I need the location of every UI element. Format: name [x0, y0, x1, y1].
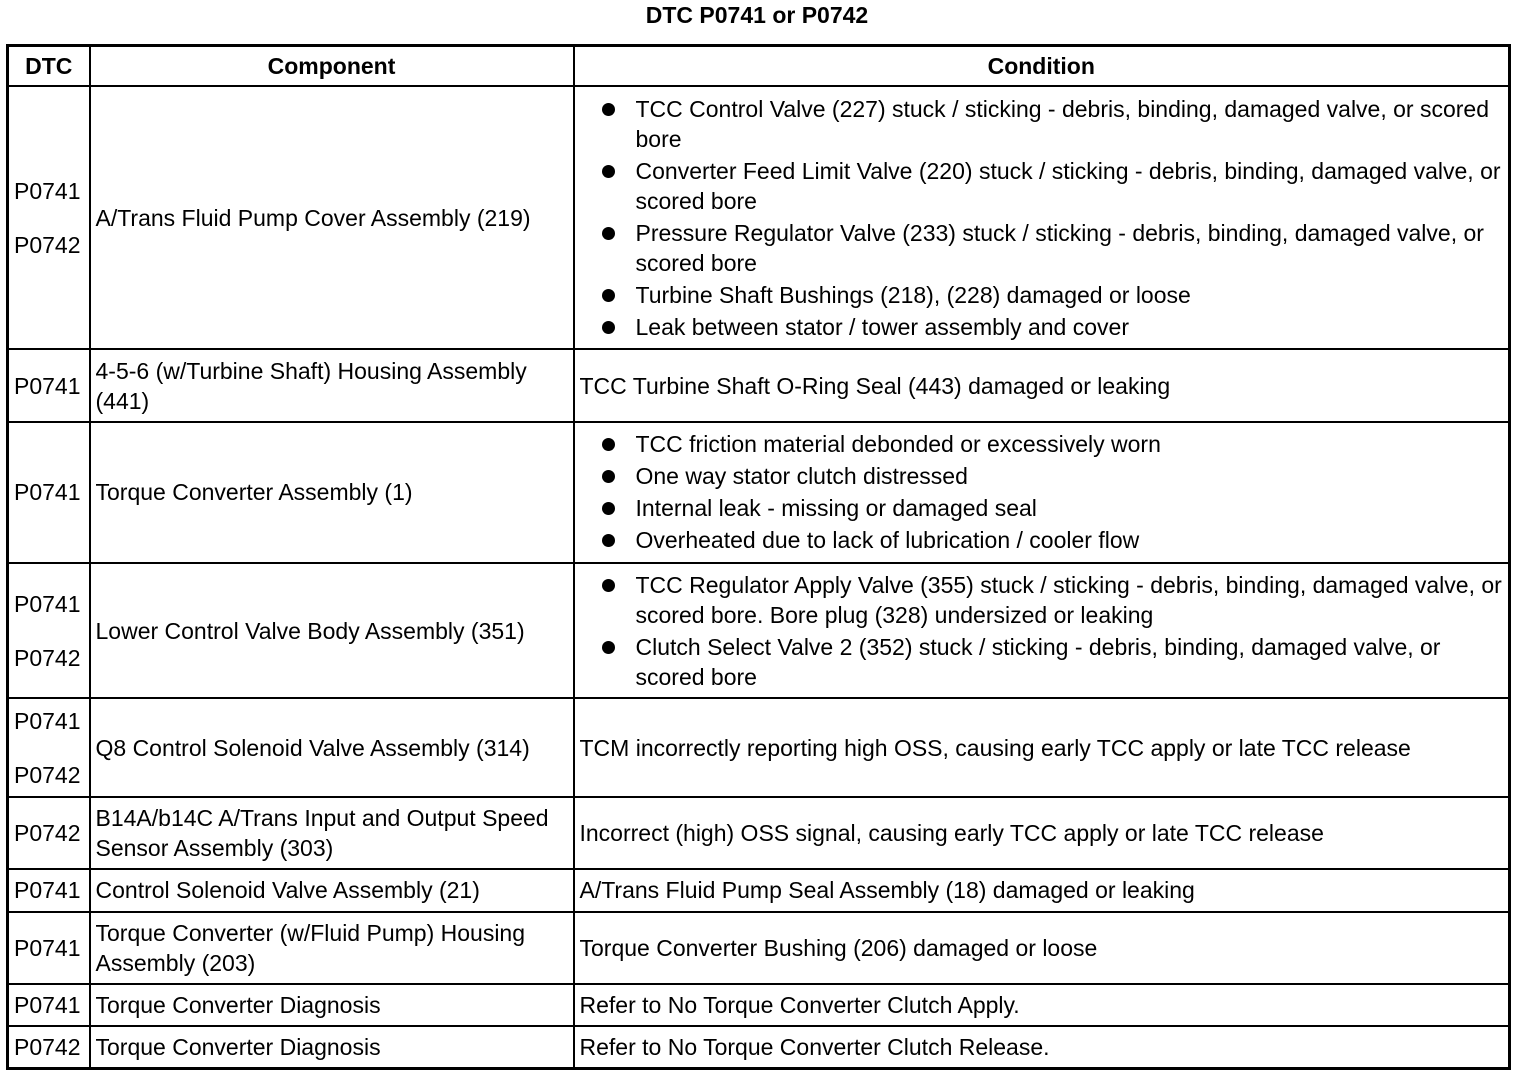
header-component: Component	[90, 46, 574, 87]
dtc-code: P0741	[14, 877, 81, 904]
condition-list	[580, 429, 1504, 555]
condition-item: Internal leak - missing or damaged seal	[600, 493, 1504, 523]
condition-cell: Incorrect (high) OSS signal, causing early TCC apply or late TCC release	[574, 797, 1510, 869]
table-row	[8, 698, 1510, 797]
dtc-cell	[8, 349, 90, 421]
dtc-code: P0742	[14, 761, 81, 788]
condition-item: Converter Feed Limit Valve (220) stuck / sticking - debris, binding, damaged valve, or scored bore	[600, 156, 1504, 216]
condition-cell: Refer to No Torque Converter Clutch Apply.	[574, 984, 1510, 1026]
dtc-code: P0741	[14, 177, 81, 204]
component-cell: 4-5-6 (w/Turbine Shaft) Housing Assembly (441)	[90, 349, 574, 421]
dtc-code: P0741	[14, 934, 81, 961]
dtc-code: P0742	[14, 1034, 81, 1061]
table-row	[8, 349, 1510, 421]
condition-item: Pressure Regulator Valve (233) stuck / sticking - debris, binding, damaged valve, or scored bore	[600, 218, 1504, 278]
document-title: DTC P0741 or P0742	[645, 2, 869, 28]
table-row	[8, 984, 1510, 1026]
dtc-cell	[8, 1026, 90, 1068]
condition-cell: Torque Converter Bushing (206) damaged or loose	[574, 912, 1510, 984]
condition-cell: TCM incorrectly reporting high OSS, causing early TCC apply or late TCC release	[574, 698, 1510, 797]
component-cell: B14A/b14C A/Trans Input and Output Speed Sensor Assembly (303)	[90, 797, 574, 869]
dtc-code: P0741	[14, 707, 81, 734]
table-header-row	[8, 46, 1510, 87]
condition-cell: A/Trans Fluid Pump Seal Assembly (18) damaged or leaking	[574, 869, 1510, 911]
dtc-cell	[8, 563, 90, 699]
component-cell: Torque Converter (w/Fluid Pump) Housing Assembly (203)	[90, 912, 574, 984]
table-row	[8, 86, 1510, 349]
condition-item: TCC friction material debonded or excessively worn	[600, 429, 1504, 459]
dtc-code: P0741	[14, 372, 81, 399]
component-cell: Lower Control Valve Body Assembly (351)	[90, 563, 574, 699]
component-cell: Q8 Control Solenoid Valve Assembly (314)	[90, 698, 574, 797]
header-condition: Condition	[574, 46, 1510, 87]
table-row	[8, 422, 1510, 563]
dtc-cell	[8, 869, 90, 911]
component-cell: Torque Converter Diagnosis	[90, 1026, 574, 1068]
condition-cell: Refer to No Torque Converter Clutch Release.	[574, 1026, 1510, 1068]
condition-cell	[574, 563, 1510, 699]
condition-item: TCC Control Valve (227) stuck / sticking - debris, binding, damaged valve, or scored bore	[600, 94, 1504, 154]
dtc-cell	[8, 698, 90, 797]
dtc-cell	[8, 912, 90, 984]
condition-cell: TCC Turbine Shaft O-Ring Seal (443) damaged or leaking	[574, 349, 1510, 421]
component-cell: Control Solenoid Valve Assembly (21)	[90, 869, 574, 911]
table-row	[8, 869, 1510, 911]
condition-item: Turbine Shaft Bushings (218), (228) damaged or loose	[600, 280, 1504, 310]
condition-list	[580, 94, 1504, 342]
dtc-cell	[8, 984, 90, 1026]
condition-list	[580, 570, 1504, 692]
condition-cell	[574, 86, 1510, 349]
table-row	[8, 1026, 1510, 1068]
condition-item: Leak between stator / tower assembly and cover	[600, 312, 1504, 342]
dtc-code: P0742	[14, 644, 81, 671]
dtc-cell	[8, 86, 90, 349]
dtc-cell	[8, 422, 90, 563]
header-dtc: DTC	[8, 46, 90, 87]
component-cell: A/Trans Fluid Pump Cover Assembly (219)	[90, 86, 574, 349]
component-cell: Torque Converter Diagnosis	[90, 984, 574, 1026]
condition-item: Overheated due to lack of lubrication / cooler flow	[600, 525, 1504, 555]
dtc-cell	[8, 797, 90, 869]
condition-item: One way stator clutch distressed	[600, 461, 1504, 491]
dtc-code: P0741	[14, 992, 81, 1019]
dtc-code: P0741	[14, 590, 81, 617]
table-row	[8, 912, 1510, 984]
condition-item: Clutch Select Valve 2 (352) stuck / sticking - debris, binding, damaged valve, or scored bore	[600, 632, 1504, 692]
dtc-code: P0741	[14, 479, 81, 506]
table-row	[8, 563, 1510, 699]
condition-cell	[574, 422, 1510, 563]
dtc-code: P0742	[14, 231, 81, 258]
component-cell: Torque Converter Assembly (1)	[90, 422, 574, 563]
dtc-code: P0742	[14, 820, 81, 847]
dtc-diagnostic-table	[6, 44, 1511, 1070]
condition-item: TCC Regulator Apply Valve (355) stuck / sticking - debris, binding, damaged valve, or scored bore. Bore plug (328) undersized or leaking	[600, 570, 1504, 630]
table-row	[8, 797, 1510, 869]
